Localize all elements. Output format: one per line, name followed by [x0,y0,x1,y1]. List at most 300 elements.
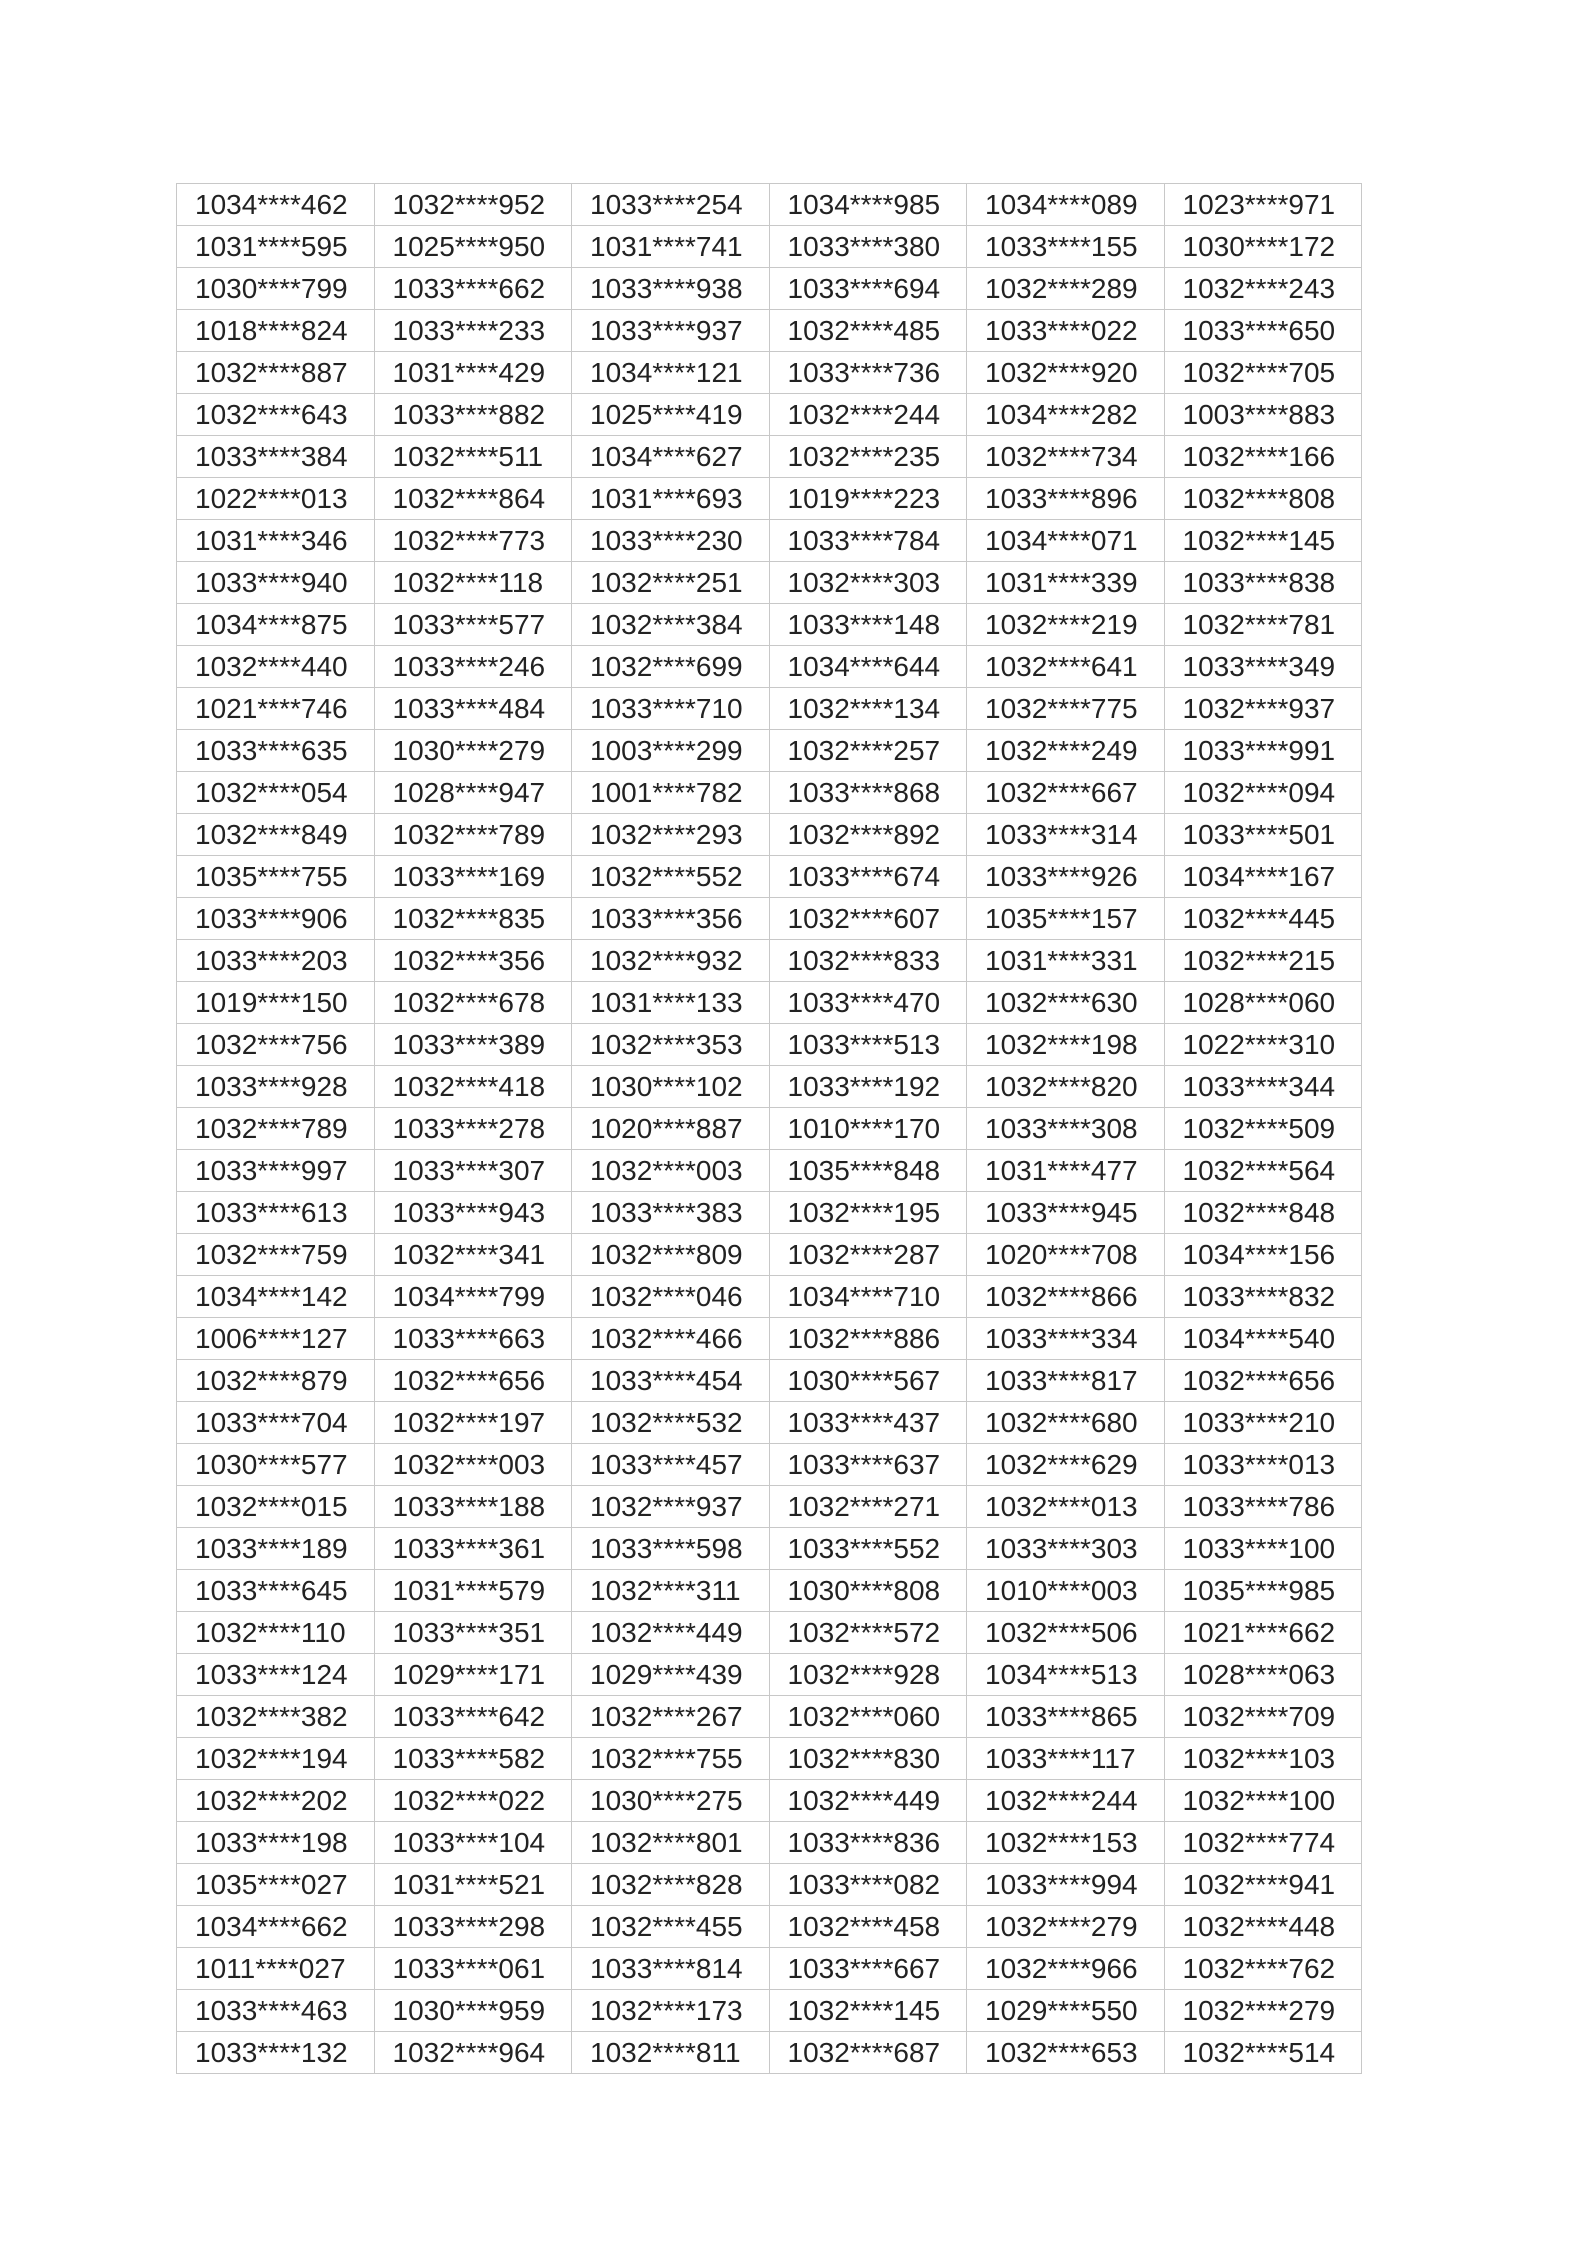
table-cell: 1025****950 [374,226,572,268]
table-cell: 1033****303 [967,1528,1165,1570]
table-cell: 1033****710 [572,688,770,730]
table-cell: 1030****172 [1164,226,1362,268]
table-cell: 1032****572 [769,1612,967,1654]
table-cell: 1032****680 [967,1402,1165,1444]
table-cell: 1032****774 [1164,1822,1362,1864]
table-cell: 1032****848 [1164,1192,1362,1234]
table-cell: 1006****127 [177,1318,375,1360]
table-cell: 1032****952 [374,184,572,226]
table-cell: 1033****308 [967,1108,1165,1150]
table-row [177,352,1362,394]
table-row [177,478,1362,520]
table-row [177,1444,1362,1486]
table-cell: 1032****514 [1164,2032,1362,2074]
table-cell: 1033****577 [374,604,572,646]
table-cell: 1030****808 [769,1570,967,1612]
table-cell: 1032****060 [769,1696,967,1738]
table-cell: 1034****089 [967,184,1165,226]
table-cell: 1033****361 [374,1528,572,1570]
table-cell: 1033****598 [572,1528,770,1570]
table-cell: 1032****789 [177,1108,375,1150]
table-cell: 1032****356 [374,940,572,982]
table-body [177,184,1362,2074]
table-cell: 1032****564 [1164,1150,1362,1192]
table-cell: 1033****082 [769,1864,967,1906]
table-cell: 1021****662 [1164,1612,1362,1654]
table-row [177,1948,1362,1990]
table-cell: 1032****445 [1164,898,1362,940]
table-cell: 1033****356 [572,898,770,940]
table-row [177,1738,1362,1780]
table-cell: 1032****811 [572,2032,770,2074]
table-cell: 1033****132 [177,2032,375,2074]
table-cell: 1033****100 [1164,1528,1362,1570]
table-cell: 1033****484 [374,688,572,730]
table-cell: 1032****197 [374,1402,572,1444]
table-cell: 1030****275 [572,1780,770,1822]
table-cell: 1029****439 [572,1654,770,1696]
table-cell: 1032****506 [967,1612,1165,1654]
table-cell: 1034****462 [177,184,375,226]
table-cell: 1033****945 [967,1192,1165,1234]
table-cell: 1033****437 [769,1402,967,1444]
table-cell: 1033****736 [769,352,967,394]
table-cell: 1032****244 [967,1780,1165,1822]
table-cell: 1032****455 [572,1906,770,1948]
table-row [177,604,1362,646]
table-cell: 1032****678 [374,982,572,1024]
table-cell: 1032****892 [769,814,967,856]
table-cell: 1020****887 [572,1108,770,1150]
table-cell: 1033****582 [374,1738,572,1780]
table-cell: 1032****257 [769,730,967,772]
table-cell: 1032****015 [177,1486,375,1528]
table-cell: 1032****449 [769,1780,967,1822]
table-row [177,1612,1362,1654]
table-cell: 1032****734 [967,436,1165,478]
table-cell: 1032****864 [374,478,572,520]
table-cell: 1032****353 [572,1024,770,1066]
table-cell: 1031****579 [374,1570,572,1612]
table-cell: 1003****299 [572,730,770,772]
table-cell: 1031****693 [572,478,770,520]
table-cell: 1031****331 [967,940,1165,982]
table-cell: 1032****820 [967,1066,1165,1108]
table-cell: 1032****003 [374,1444,572,1486]
table-cell: 1034****644 [769,646,967,688]
table-cell: 1034****071 [967,520,1165,562]
table-cell: 1032****887 [177,352,375,394]
table-cell: 1023****971 [1164,184,1362,226]
table-row [177,1486,1362,1528]
table-cell: 1032****835 [374,898,572,940]
table-cell: 1033****836 [769,1822,967,1864]
table-cell: 1032****964 [374,2032,572,2074]
table-cell: 1032****219 [967,604,1165,646]
table-cell: 1032****271 [769,1486,967,1528]
table-row [177,520,1362,562]
table-cell: 1032****830 [769,1738,967,1780]
table-cell: 1033****203 [177,940,375,982]
table-row [177,856,1362,898]
table-cell: 1033****943 [374,1192,572,1234]
table-cell: 1030****567 [769,1360,967,1402]
table-cell: 1034****121 [572,352,770,394]
table-row [177,1024,1362,1066]
table-row [177,1234,1362,1276]
table-cell: 1033****470 [769,982,967,1024]
table-cell: 1032****630 [967,982,1165,1024]
table-cell: 1032****833 [769,940,967,982]
table-cell: 1033****940 [177,562,375,604]
table-cell: 1032****532 [572,1402,770,1444]
table-cell: 1033****155 [967,226,1165,268]
table-cell: 1032****054 [177,772,375,814]
table-cell: 1032****966 [967,1948,1165,1990]
table-cell: 1032****267 [572,1696,770,1738]
table-cell: 1034****142 [177,1276,375,1318]
table-cell: 1034****282 [967,394,1165,436]
table-cell: 1032****100 [1164,1780,1362,1822]
table-cell: 1032****145 [769,1990,967,2032]
table-row [177,730,1362,772]
table-cell: 1033****384 [177,436,375,478]
table-cell: 1033****838 [1164,562,1362,604]
table-cell: 1033****635 [177,730,375,772]
table-cell: 1032****849 [177,814,375,856]
table-row [177,310,1362,352]
table-cell: 1033****928 [177,1066,375,1108]
table-row [177,226,1362,268]
table-cell: 1032****466 [572,1318,770,1360]
table-cell: 1032****194 [177,1738,375,1780]
table-row [177,688,1362,730]
table-row [177,1696,1362,1738]
table-cell: 1032****509 [1164,1108,1362,1150]
table-cell: 1032****937 [572,1486,770,1528]
table-cell: 1032****013 [967,1486,1165,1528]
table-row [177,1864,1362,1906]
table-cell: 1032****607 [769,898,967,940]
table-cell: 1019****223 [769,478,967,520]
table-cell: 1032****886 [769,1318,967,1360]
table-cell: 1033****662 [374,268,572,310]
table-row [177,982,1362,1024]
table-row [177,1318,1362,1360]
table-cell: 1032****687 [769,2032,967,2074]
table-cell: 1032****251 [572,562,770,604]
table-cell: 1033****552 [769,1528,967,1570]
table-cell: 1032****311 [572,1570,770,1612]
table-cell: 1032****699 [572,646,770,688]
table-cell: 1032****195 [769,1192,967,1234]
table-row [177,1528,1362,1570]
table-cell: 1032****709 [1164,1696,1362,1738]
table-cell: 1010****003 [967,1570,1165,1612]
table-cell: 1019****150 [177,982,375,1024]
table-cell: 1001****782 [572,772,770,814]
table-cell: 1032****879 [177,1360,375,1402]
table-cell: 1033****501 [1164,814,1362,856]
table-cell: 1033****997 [177,1150,375,1192]
table-row [177,1654,1362,1696]
table-cell: 1032****808 [1164,478,1362,520]
table-cell: 1035****157 [967,898,1165,940]
table-cell: 1033****938 [572,268,770,310]
table-cell: 1030****577 [177,1444,375,1486]
table-cell: 1032****145 [1164,520,1362,562]
table-cell: 1033****457 [572,1444,770,1486]
table-cell: 1032****762 [1164,1948,1362,1990]
table-cell: 1020****708 [967,1234,1165,1276]
table-cell: 1031****477 [967,1150,1165,1192]
table-cell: 1032****289 [967,268,1165,310]
table-cell: 1034****540 [1164,1318,1362,1360]
table-cell: 1033****937 [572,310,770,352]
table-cell: 1032****932 [572,940,770,982]
table-cell: 1031****429 [374,352,572,394]
masked-id-table [176,183,1362,2074]
table-cell: 1032****303 [769,562,967,604]
table-cell: 1032****215 [1164,940,1362,982]
table-cell: 1032****279 [1164,1990,1362,2032]
table-cell: 1033****786 [1164,1486,1362,1528]
table-cell: 1033****189 [177,1528,375,1570]
table-row [177,1990,1362,2032]
table-cell: 1033****463 [177,1990,375,2032]
table-row [177,184,1362,226]
table-cell: 1033****246 [374,646,572,688]
table-cell: 1033****104 [374,1822,572,1864]
table-cell: 1033****380 [769,226,967,268]
table-cell: 1033****192 [769,1066,967,1108]
table-cell: 1032****440 [177,646,375,688]
table-cell: 1032****667 [967,772,1165,814]
table-cell: 1032****202 [177,1780,375,1822]
table-cell: 1032****046 [572,1276,770,1318]
table-cell: 1032****759 [177,1234,375,1276]
table-cell: 1033****383 [572,1192,770,1234]
table-cell: 1032****937 [1164,688,1362,730]
table-cell: 1032****653 [967,2032,1165,2074]
table-cell: 1030****279 [374,730,572,772]
table-cell: 1030****799 [177,268,375,310]
table-cell: 1031****741 [572,226,770,268]
table-cell: 1033****344 [1164,1066,1362,1108]
table-cell: 1032****134 [769,688,967,730]
table-cell: 1031****595 [177,226,375,268]
table-cell: 1033****513 [769,1024,967,1066]
table-row [177,1066,1362,1108]
table-row [177,1570,1362,1612]
table-cell: 1035****755 [177,856,375,898]
table-cell: 1034****875 [177,604,375,646]
table-cell: 1032****920 [967,352,1165,394]
table-cell: 1033****642 [374,1696,572,1738]
table-cell: 1033****389 [374,1024,572,1066]
table-row [177,2032,1362,2074]
table-cell: 1033****645 [177,1570,375,1612]
table-cell: 1033****188 [374,1486,572,1528]
table-cell: 1033****298 [374,1906,572,1948]
table-cell: 1033****233 [374,310,572,352]
table-cell: 1033****454 [572,1360,770,1402]
table-cell: 1003****883 [1164,394,1362,436]
table-cell: 1011****027 [177,1948,375,1990]
table-cell: 1033****882 [374,394,572,436]
table-cell: 1032****756 [177,1024,375,1066]
table-cell: 1032****629 [967,1444,1165,1486]
table-cell: 1034****167 [1164,856,1362,898]
table-cell: 1032****293 [572,814,770,856]
table-cell: 1022****310 [1164,1024,1362,1066]
table-cell: 1032****243 [1164,268,1362,310]
table-cell: 1032****656 [374,1360,572,1402]
table-row [177,1276,1362,1318]
table-cell: 1033****349 [1164,646,1362,688]
table-cell: 1032****449 [572,1612,770,1654]
table-cell: 1028****947 [374,772,572,814]
table-cell: 1035****027 [177,1864,375,1906]
table-cell: 1032****235 [769,436,967,478]
table-cell: 1033****832 [1164,1276,1362,1318]
table-row [177,562,1362,604]
table-cell: 1032****705 [1164,352,1362,394]
table-cell: 1032****022 [374,1780,572,1822]
table-cell: 1032****341 [374,1234,572,1276]
table-cell: 1032****458 [769,1906,967,1948]
table-cell: 1032****382 [177,1696,375,1738]
table-cell: 1032****249 [967,730,1165,772]
table-cell: 1032****775 [967,688,1165,730]
table-cell: 1032****755 [572,1738,770,1780]
table-cell: 1028****060 [1164,982,1362,1024]
table-cell: 1031****133 [572,982,770,1024]
table-cell: 1035****985 [1164,1570,1362,1612]
table-cell: 1033****230 [572,520,770,562]
table-cell: 1032****866 [967,1276,1165,1318]
table-row [177,772,1362,814]
table-cell: 1034****799 [374,1276,572,1318]
table-cell: 1033****650 [1164,310,1362,352]
table-cell: 1021****746 [177,688,375,730]
table-row [177,1780,1362,1822]
table-cell: 1035****848 [769,1150,967,1192]
table-cell: 1034****662 [177,1906,375,1948]
table-cell: 1034****985 [769,184,967,226]
table-cell: 1030****102 [572,1066,770,1108]
table-cell: 1033****169 [374,856,572,898]
table-cell: 1032****118 [374,562,572,604]
table-cell: 1032****448 [1164,1906,1362,1948]
table-cell: 1032****173 [572,1990,770,2032]
table-cell: 1029****550 [967,1990,1165,2032]
table-row [177,1906,1362,1948]
table-cell: 1010****170 [769,1108,967,1150]
table-cell: 1033****351 [374,1612,572,1654]
table-row [177,814,1362,856]
table-cell: 1033****314 [967,814,1165,856]
table-cell: 1031****521 [374,1864,572,1906]
table-cell: 1031****339 [967,562,1165,604]
table-row [177,394,1362,436]
table-cell: 1033****061 [374,1948,572,1990]
table-cell: 1032****244 [769,394,967,436]
table-cell: 1032****941 [1164,1864,1362,1906]
table-cell: 1033****906 [177,898,375,940]
table-cell: 1033****667 [769,1948,967,1990]
table-cell: 1032****153 [967,1822,1165,1864]
table-cell: 1032****656 [1164,1360,1362,1402]
table-row [177,898,1362,940]
table-cell: 1033****278 [374,1108,572,1150]
table-cell: 1032****643 [177,394,375,436]
table-row [177,1822,1362,1864]
table-cell: 1033****022 [967,310,1165,352]
table-row [177,268,1362,310]
table-cell: 1033****148 [769,604,967,646]
table-cell: 1029****171 [374,1654,572,1696]
table-row [177,1150,1362,1192]
table-cell: 1032****773 [374,520,572,562]
table-row [177,940,1362,982]
table-cell: 1033****991 [1164,730,1362,772]
table-cell: 1033****865 [967,1696,1165,1738]
table-cell: 1033****784 [769,520,967,562]
table-row [177,1108,1362,1150]
table-cell: 1032****828 [572,1864,770,1906]
table-cell: 1032****287 [769,1234,967,1276]
table-cell: 1032****809 [572,1234,770,1276]
table-cell: 1033****198 [177,1822,375,1864]
table-cell: 1032****641 [967,646,1165,688]
table-row [177,1360,1362,1402]
table-cell: 1025****419 [572,394,770,436]
table-cell: 1033****613 [177,1192,375,1234]
table-cell: 1032****511 [374,436,572,478]
table-cell: 1033****013 [1164,1444,1362,1486]
table-cell: 1032****781 [1164,604,1362,646]
table-cell: 1031****346 [177,520,375,562]
table-cell: 1033****307 [374,1150,572,1192]
table-cell: 1032****552 [572,856,770,898]
table-cell: 1032****801 [572,1822,770,1864]
table-cell: 1033****994 [967,1864,1165,1906]
table-cell: 1032****279 [967,1906,1165,1948]
table-cell: 1030****959 [374,1990,572,2032]
table-row [177,646,1362,688]
table-cell: 1033****663 [374,1318,572,1360]
table-cell: 1032****110 [177,1612,375,1654]
table-cell: 1032****198 [967,1024,1165,1066]
table-cell: 1033****896 [967,478,1165,520]
table-cell: 1032****384 [572,604,770,646]
table-cell: 1028****063 [1164,1654,1362,1696]
table-cell: 1033****814 [572,1948,770,1990]
table-cell: 1034****156 [1164,1234,1362,1276]
table-cell: 1033****674 [769,856,967,898]
table-cell: 1033****868 [769,772,967,814]
table-cell: 1032****166 [1164,436,1362,478]
table-cell: 1033****704 [177,1402,375,1444]
table-cell: 1033****117 [967,1738,1165,1780]
table-cell: 1018****824 [177,310,375,352]
table-cell: 1033****210 [1164,1402,1362,1444]
table-cell: 1032****789 [374,814,572,856]
table-cell: 1032****003 [572,1150,770,1192]
table-cell: 1034****627 [572,436,770,478]
table-cell: 1034****710 [769,1276,967,1318]
